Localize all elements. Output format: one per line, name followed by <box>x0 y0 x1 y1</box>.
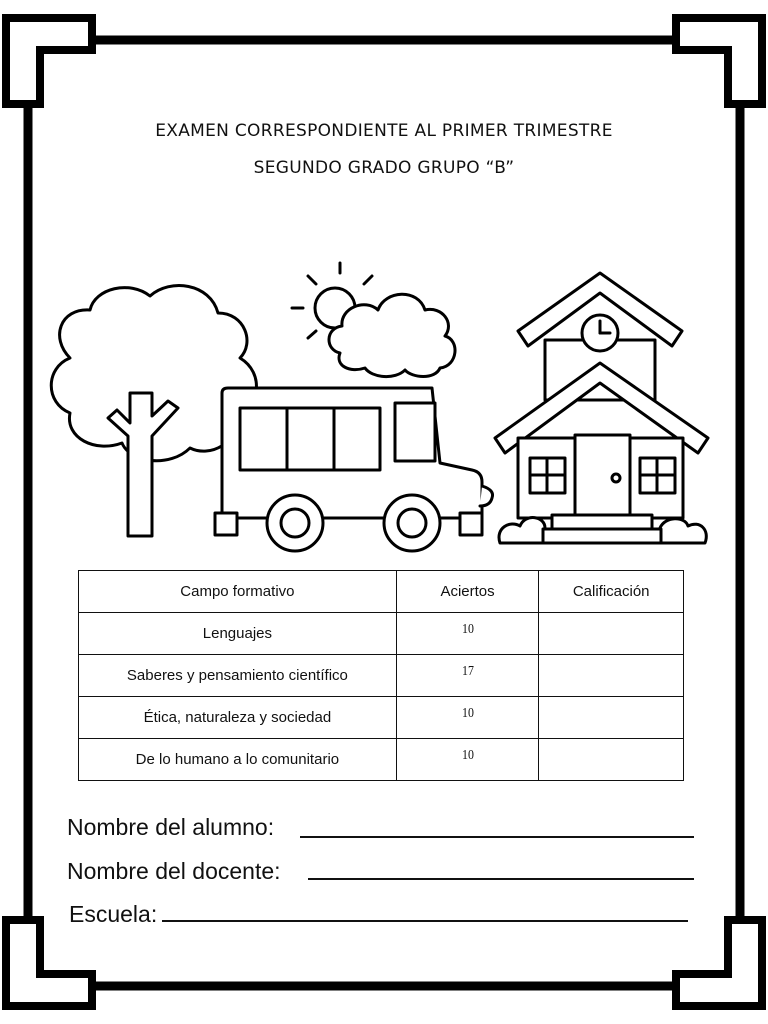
teacher-name-line[interactable] <box>308 878 694 880</box>
student-name-field <box>67 814 274 841</box>
aciertos-cell <box>396 613 539 655</box>
exam-title: EXAMEN CORRESPONDIENTE AL PRIMER TRIMESTRE <box>155 121 613 141</box>
calificacion-cell[interactable] <box>539 655 684 697</box>
aciertos-cell <box>396 697 539 739</box>
aciertos-value: 10 <box>461 621 474 637</box>
school-scene-illustration <box>40 258 720 558</box>
corner-ornament-top-right <box>676 18 762 104</box>
calificacion-cell[interactable] <box>539 697 684 739</box>
corner-ornament-bottom-left <box>6 920 92 1006</box>
campo-cell: Lenguajes <box>79 613 397 655</box>
aciertos-cell <box>396 739 539 781</box>
teacher-name-label: Nombre del docente: <box>67 858 281 884</box>
exam-subtitle: SEGUNDO GRADO GRUPO “B” <box>253 158 515 178</box>
aciertos-value: 17 <box>461 663 474 679</box>
aciertos-cell <box>396 655 539 697</box>
corner-ornament-bottom-right <box>676 920 762 1006</box>
corner-ornament-top-left <box>6 18 92 104</box>
student-name-line[interactable] <box>300 836 694 838</box>
header-campo-formativo: Campo formativo <box>79 571 397 613</box>
school-house-icon <box>495 273 708 543</box>
campo-cell: De lo humano a lo comunitario <box>79 739 397 781</box>
table-row <box>79 739 684 781</box>
header-aciertos: Aciertos <box>396 571 539 613</box>
student-name-label: Nombre del alumno: <box>67 814 275 840</box>
campo-cell: Ética, naturaleza y sociedad <box>79 697 397 739</box>
school-name-label: Escuela: <box>69 901 158 927</box>
table-row <box>79 697 684 739</box>
school-name-field <box>69 901 157 928</box>
table-header-row <box>79 571 684 613</box>
school-name-line[interactable] <box>162 920 688 922</box>
calificacion-cell[interactable] <box>539 613 684 655</box>
header-calificacion: Calificación <box>539 571 684 613</box>
table-row <box>79 655 684 697</box>
aciertos-value: 10 <box>461 747 474 763</box>
aciertos-value: 10 <box>461 705 474 721</box>
teacher-name-field <box>67 858 281 885</box>
calificacion-cell[interactable] <box>539 739 684 781</box>
school-bus-icon <box>215 388 493 551</box>
table-row <box>79 613 684 655</box>
campo-cell: Saberes y pensamiento científico <box>79 655 397 697</box>
grades-table <box>78 570 684 781</box>
